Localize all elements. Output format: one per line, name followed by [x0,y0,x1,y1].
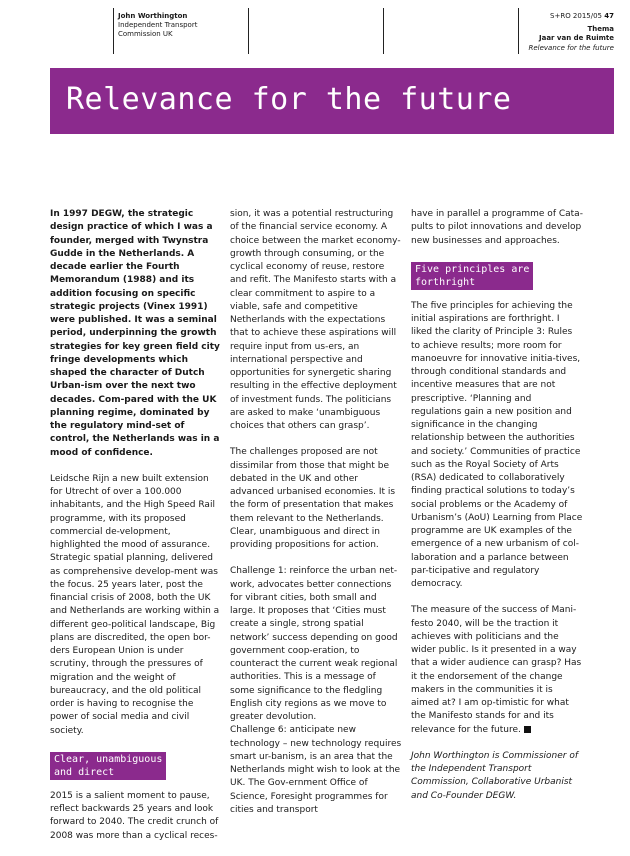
body-paragraph: Challenge 6: anticipate new technology – new technology requires smart ur-banism, is an area that the Netherlands might wish to look at the UK. The Gov-ernment Office of Science, Foresight programmes for cities and transport [230,725,402,815]
body-paragraph: The challenges proposed are not dissimilar from those that might be debated in the UK and other advanced urbanised economies. It is the form of presentation that makes them relevant to the Netherlands. Clear, unambiguous and direct in providing propositions for action. [230,447,396,550]
subheading-line: and direct [54,766,115,778]
closing-paragraph [411,604,583,737]
body-paragraph: 2015 is a salient moment to pause, reflect backwards 25 years and look forward to 2040. The credit crunch of 2008 was more than a cyclical reces- [50,790,219,841]
subheading-line: forthright [415,276,476,288]
author-affiliation: Commission UK [118,30,173,38]
text-column-1 [50,208,222,856]
body-paragraph: sion, it was a potential restructuring of the financial service economy. A choice between the market economy-growth through consuming, or the cyclical economy of reuse, restore and refit. The Manifesto starts with a clear commitment to aspire to a viable, safe and competitive Netherlands with the expectations that to achieve these aspirations will require input from us-ers, an international perspective and opportunities for synergetic sharing resulting in the effective deployment of investment funds. The politicians are asked to make ‘unambiguous choices that others can grasp’. [230,209,401,431]
header-divider [518,8,519,54]
closing-text: The measure of the success of Mani-festo 2040, will be the traction it achieves with politicians and the wider public. Is it presented in a way that a wider audience can grasp? Has it the endorsement of the change makers in the communities it is aimed at? I am op-timistic for what the Manifesto stands for and its relevance for the future. [411,605,582,735]
article-title: Relevance for the future [66,82,512,117]
author-affiliation: Independent Transport [118,21,198,29]
author-byline [118,12,197,39]
running-header [528,12,614,53]
body-paragraph: have in parallel a programme of Cata-pults to pilot innovations and develop new businesses and approaches. [411,209,583,246]
subheading-five-principles [411,262,533,290]
author-bio: John Worthington is Commissioner of the Independent Transport Commission, Collaborative Urbanist and Co-Founder DEGW. [411,750,579,801]
body-paragraph: The five principles for achieving the initial aspirations are forthright. I liked the clarity of Principle 3: Rules to achieve results; more room for manoeuvre for innovative initia-tives, through conditional standards and incentive measures that are not prescriptive. ‘Planning and regulations gain a new position and significance in the changing relationship between the authorities and society.’ Communities of practice such as the Royal Society of Arts (RSA) dedicated to collaboratively finding practical solutions to today’s social problems or the Academy of Urbanism’s (AoU) Learning from Place programme are UK examples of the emergence of a new urbanism of col-laboration and a parlance between par-ticipative and regulatory democracy. [411,300,583,589]
body-paragraph: Leidsche Rijn a new built extension for Utrecht of over a 100.000 inhabitants, and the High Speed Rail programme, with its proposed commercial de-velopment, highlighted the mood of assurance. Strategic spatial planning, delivered as comprehensive develop-ment was the focus. 25 years later, post the financial crisis of 2008, both the UK and Netherlands are working within a different geo-political landscape, Big plans are discredited, the open bor-ders European Union is under scrutiny, through the pressures of migration and the weight of bureaucracy, and the old political order is having to recognise the power of social media and civil society. [50,473,220,736]
header-divider [383,8,384,54]
section-name: Thema [587,24,614,33]
end-of-article-icon [524,726,531,733]
body-paragraph: Challenge 1: reinforce the urban net-work, advocates better connections for vibrant cities, both small and large. It proposes that ‘Cities must create a single, strong spatial network’ success depending on good government coop-eration, to counteract the current weak regional authorities. This is a message of some significance to the fledgling English city regions as we move to greater devolution. [230,566,398,722]
author-name: John Worthington [118,12,188,20]
page-number: 47 [604,12,614,20]
header-divider [248,8,249,54]
lead-paragraph: In 1997 DEGW, the strategic design practice of which I was a founder, merged with Twynstra Gudde in the Netherlands. A decade earlier the Fourth Memorandum (1988) and its addition focusing on specific strategic projects (Vinex 1991) were published. It was a seminal period, underpinning the growth strategies for key green field city fringe developments which shaped the character of Dutch Urban-ism over the next two decades. Com-pared with the UK planning regime, dominated by the regulatory mind-set of control, the Netherlands was in a mood of confidence. [50,209,220,458]
journal-issue [528,12,614,22]
journal-name: S+RO 2015/05 [550,12,603,20]
series-name: Jaar van de Ruimte [538,34,614,42]
header-divider [113,8,114,54]
running-title: Relevance for the future [528,43,614,52]
subheading-line: Five principles are [415,263,530,275]
title-banner [50,68,614,134]
subheading-line: Clear, unambiguous [54,753,163,765]
subheading-clear-unambiguous [50,752,166,780]
text-column-2 [230,208,402,830]
text-column-3 [411,208,583,816]
